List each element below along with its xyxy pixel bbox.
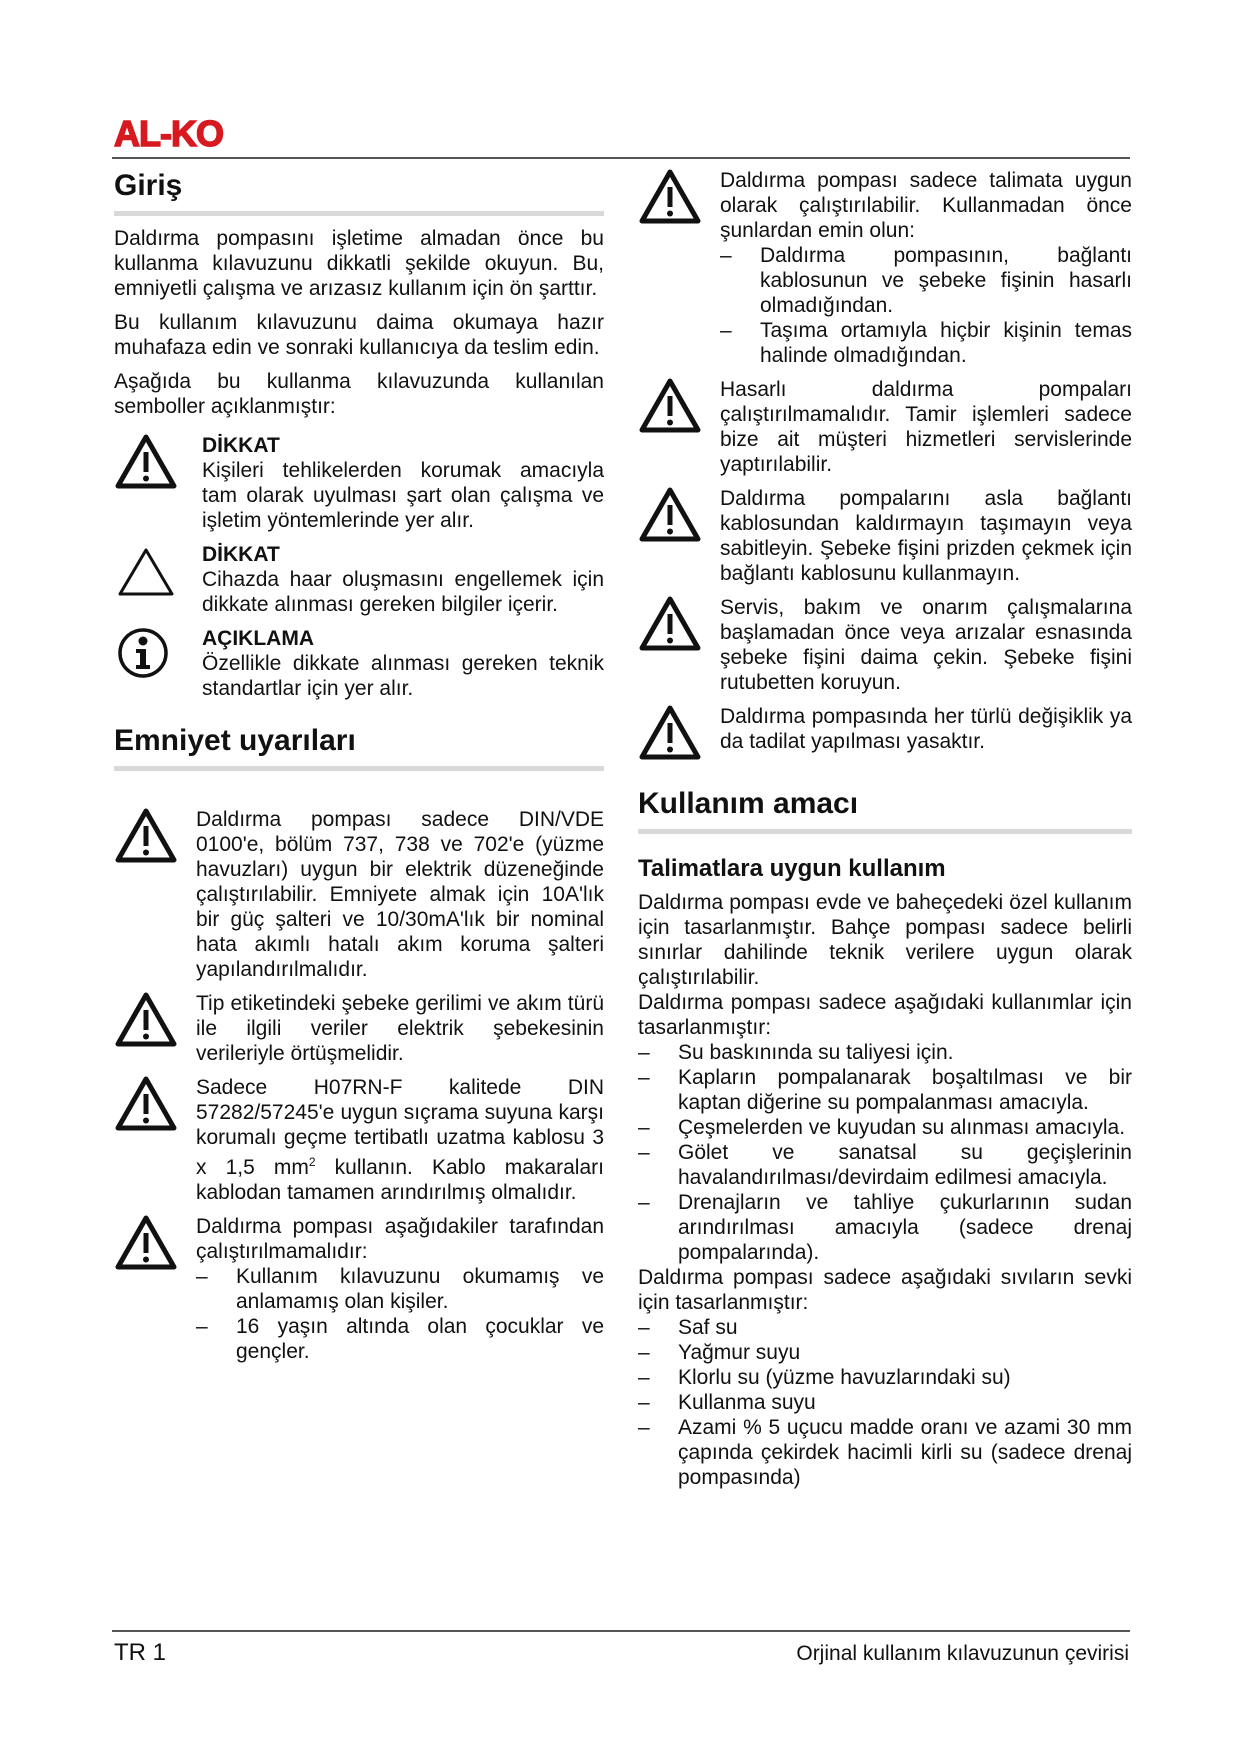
dash: –	[638, 1366, 650, 1389]
dash: –	[638, 1116, 650, 1139]
list-item-text: 16 yaşın altında olan çocuklar ve gençler.	[236, 1315, 604, 1363]
warning-text	[196, 1075, 604, 1205]
safety-title: Emniyet uyarıları	[114, 723, 604, 771]
list-item	[196, 1314, 604, 1364]
dash: –	[638, 1391, 650, 1414]
warning-text: Daldırma pompalarını asla bağlantı kablosundan kaldırmayın taşımayın veya sabitleyin. Şebeke fişini prizden çekmek için bağlantı kablosunu kullanmayın.	[720, 487, 1132, 585]
intro-paragraph: Aşağıda bu kullanma kılavuzunda kullanılan semboller açıklanmıştır:	[114, 370, 604, 418]
subsection-title: Talimatlara uygun kullanım	[638, 855, 946, 882]
warning-icon	[114, 433, 202, 533]
warning-text-part: kullanın. Kablo makaraları kablodan tamamen arındırılmış olmalıdır.	[196, 1156, 604, 1204]
list-item	[638, 1390, 1132, 1415]
safety-warning	[114, 1075, 604, 1205]
dash: –	[196, 1265, 208, 1288]
use-paragraph: Daldırma pompası sadece aşağıdaki kullanımlar için tasarlanmıştır:	[638, 991, 1132, 1039]
dash: –	[196, 1315, 208, 1338]
safety-warning	[114, 1214, 604, 1364]
warning-text: Daldırma pompası sadece DIN/VDE 0100'e, bölüm 737, 738 ve 702'e (yüzme havuzları) uygun bir elektrik düzeneğinde çalıştırılabilir. Emniyete almak için 10A'lık bir güç şalteri ve 10/30mA'lık bir nominal hata akımlı hatalı akım koruma şalteri yapılandırılmalıdır.	[196, 808, 604, 981]
al-ko-logo	[114, 116, 250, 155]
list-item-text: Saf su	[678, 1316, 738, 1339]
warning-icon	[638, 377, 720, 477]
safety-warning	[638, 486, 1132, 586]
use-paragraph: Daldırma pompası evde ve baheçedeki özel kullanım için tasarlanmıştır. Bahçe pompası sadece belirli sınırlar dahilinde teknik verilere uygun olarak çalıştırılabilir.	[638, 891, 1132, 989]
list-item	[638, 1190, 1132, 1265]
list-item-text: Gölet ve sanatsal su geçişlerinin havalandırılması/devirdaim edilmesi amacıyla.	[678, 1141, 1132, 1189]
warning-text: Daldırma pompası sadece talimata uygun olarak çalıştırılabilir. Kullanmadan önce şunlardan emin olun:	[720, 169, 1132, 242]
intro-title: Giriş	[114, 168, 604, 216]
list-item	[638, 1140, 1132, 1190]
symbol-description: Özellikle dikkate alınması gereken teknik standartlar için yer alır.	[202, 652, 604, 700]
warning-icon	[114, 807, 196, 982]
list-item	[638, 1315, 1132, 1340]
safety-warning	[638, 704, 1132, 768]
dash: –	[638, 1316, 650, 1339]
dash: –	[638, 1341, 650, 1364]
symbol-description: Cihazda haar oluşmasını engellemek için dikkate alınması gereken bilgiler içerir.	[202, 568, 604, 616]
list-item	[638, 1415, 1132, 1490]
list-item	[720, 318, 1132, 368]
dash: –	[638, 1066, 650, 1089]
list-item-text: Daldırma pompasının, bağlantı kablosunun ve şebeke fişinin hasarlı olmadığından.	[760, 244, 1132, 317]
list-item-text: Kapların pompalanarak boşaltılması ve bir kaptan diğerine su pompalanması amacıyla.	[678, 1066, 1132, 1114]
warning-text: Servis, bakım ve onarım çalışmalarına başlamadan önce veya arızalar esnasında şebeke fişini daima çekin. Şebeke fişini rutubetten koruyun.	[720, 596, 1132, 694]
list-item	[638, 1365, 1132, 1390]
warning-icon	[114, 1214, 196, 1364]
dash: –	[638, 1191, 650, 1214]
use-title: Kullanım amacı	[638, 786, 1132, 834]
caution-triangle-icon	[114, 542, 202, 617]
symbol-description: Kişileri tehlikelerden korumak amacıyla tam olarak uyulması şart olan çalışma ve işletim yöntemlerinde yer alır.	[202, 459, 604, 532]
footer-note: Orjinal kullanım kılavuzunun çevirisi	[796, 1642, 1129, 1665]
warning-text-part: Sadece H07RN-F kalitede DIN 57282/57245'e uygun sıçrama suyuna karşı korumalı geçme tertibatlı uzatma kablosu 3 x 1,5 mm	[196, 1076, 604, 1179]
symbol-caution	[114, 542, 604, 617]
symbol-title: DİKKAT	[202, 434, 280, 457]
warning-icon	[638, 595, 720, 695]
right-column	[638, 168, 1132, 1490]
superscript: 2	[308, 1155, 316, 1169]
list-item	[638, 1065, 1132, 1115]
warning-text: Daldırma pompasında her türlü değişiklik ya da tadilat yapılması yasaktır.	[720, 705, 1132, 753]
intro-paragraph: Bu kullanım kılavuzunu daima okumaya hazır muhafaza edin ve sonraki kullanıcıya da teslim edin.	[114, 311, 604, 359]
list-item-text: Klorlu su (yüzme havuzlarındaki su)	[678, 1366, 1011, 1389]
dash: –	[638, 1141, 650, 1164]
use-paragraph: Daldırma pompası sadece aşağıdaki sıvıların sevki için tasarlanmıştır:	[638, 1266, 1132, 1314]
intro-paragraph: Daldırma pompasını işletime almadan önce bu kullanma kılavuzunu dikkatli şekilde okuyun. Bu, emniyetli çalışma ve arızasız kullanım için ön şarttır.	[114, 227, 604, 300]
list-item-text: Kullanım kılavuzunu okumamış ve anlamamış olan kişiler.	[236, 1265, 604, 1313]
list-item-text: Su baskınında su taliyesi için.	[678, 1041, 954, 1064]
warning-icon	[638, 168, 720, 368]
safety-warning	[114, 807, 604, 982]
safety-warning	[638, 377, 1132, 477]
warning-text: Tip etiketindeki şebeke gerilimi ve akım türü ile ilgili veriler elektrik şebekesinin verileriyle örtüşmelidir.	[196, 992, 604, 1065]
symbol-title: DİKKAT	[202, 543, 280, 566]
list-item-text: Çeşmelerden ve kuyudan su alınması amacıyla.	[678, 1116, 1126, 1139]
list-item-text: Drenajların ve tahliye çukurlarının sudan arındırılması amacıyla (sadece drenaj pompalarında).	[678, 1191, 1132, 1264]
warning-icon	[114, 991, 196, 1066]
safety-warning	[638, 168, 1132, 368]
dash: –	[720, 319, 732, 342]
warning-icon	[114, 1075, 196, 1205]
list-item	[720, 243, 1132, 318]
safety-warning	[638, 595, 1132, 695]
header-rule	[112, 157, 1130, 159]
list-item-text: Azami % 5 uçucu madde oranı ve azami 30 mm çapında çekirdek hacimli kirli su (sadece drenaj pompasında)	[678, 1416, 1132, 1489]
list-item-text: Taşıma ortamıyla hiçbir kişinin temas halinde olmadığından.	[760, 319, 1132, 367]
list-item	[638, 1040, 1132, 1065]
list-item	[638, 1340, 1132, 1365]
warning-icon	[638, 704, 720, 768]
symbol-note	[114, 626, 604, 701]
list-item	[196, 1264, 604, 1314]
list-item	[638, 1115, 1132, 1140]
warning-text: Daldırma pompası aşağıdakiler tarafından çalıştırılmamalıdır:	[196, 1215, 604, 1263]
svg-text:AL-KO: AL-KO	[114, 116, 223, 150]
dash: –	[638, 1041, 650, 1064]
symbol-title: AÇIKLAMA	[202, 627, 314, 650]
list-item-text: Kullanma suyu	[678, 1391, 816, 1414]
symbol-danger	[114, 433, 604, 533]
dash: –	[720, 244, 732, 267]
footer-rule	[112, 1630, 1130, 1632]
warning-icon	[638, 486, 720, 586]
page-number: TR 1	[114, 1639, 167, 1666]
info-icon	[114, 626, 202, 701]
warning-text: Hasarlı daldırma pompaları çalıştırılmamalıdır. Tamir işlemleri sadece bize ait müşteri hizmetleri servislerinde yaptırılabilir.	[720, 378, 1132, 476]
left-column	[114, 168, 604, 1373]
list-item-text: Yağmur suyu	[678, 1341, 801, 1364]
dash: –	[638, 1416, 650, 1439]
safety-warning	[114, 991, 604, 1066]
